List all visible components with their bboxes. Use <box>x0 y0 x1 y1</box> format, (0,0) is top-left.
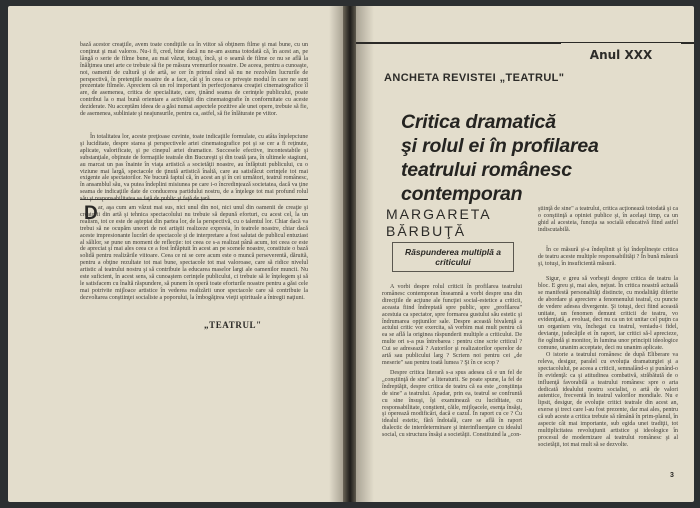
author-line-1: MARGARETA <box>386 206 492 222</box>
column-right-paragraph-3: Sigur, e greu să vorbeşti despre critica de teatru la bloc. E greu şi, mai ales, nejust. În critica noastră actuală se manifestă personalităţi distincte, cu modalităţi diferite de abordare şi apreciere a fenomenului teatral, cu puncte de vedere adesea divergente. Şi totuşi, deci fiind această unitate, un fenomen demunt criticii de teatru, vo evidenţiată, a evoluat, deci nu ca un tot unitar cel puţin ca un organism viu, închegat cu teatrul, veniadu-i fidel, devianţe, judecăţile ei în raport, iar critici să-l aprecieze, fie oglindă şi monitor, în lumina unor principii ideologice comune, unanim acceptate, deci nu unanim aplicate. <box>538 276 678 352</box>
author-line-2: BĂRBUŢĂ <box>386 223 467 239</box>
subheading-box: Răspunderea multiplă a criticului <box>392 242 514 272</box>
drop-cap: D <box>84 203 98 224</box>
binding-shadow <box>329 6 343 502</box>
title-line-3: teatrului românesc contemporan <box>401 159 572 205</box>
right-page <box>356 6 694 502</box>
signature: „TEATRUL" <box>204 320 262 330</box>
column-right-paragraph-1: ştiinţă de sine" a teatrului, critica acţionează totodată şi ca o conştiinţă a opiniei publice şi, în acelaşi timp, ca un ghid al acesteia, funcţia sa socială educativă fiind astfel indiscutabilă. <box>538 206 678 233</box>
left-page <box>8 6 343 502</box>
title-line-2: şi rolul ei în profilarea <box>401 135 599 157</box>
column-left-paragraph-2: Despre critica literară s-a spus adesea că e un fel de „conştiinţă de sine" a literaturii. Se poate spune, la fel de îndreptăţit, despre critica de teatru că ea este „conştiinţa de sine" a teatrului. Apadar, prin ea, teatrul se confruntă cu sine însuşi, îşi examinează cu luciditate, cu responsabilitate, conştient, căile, mijloacele, esenţa însăşi, şi operează modificări, dacă e cazul. În raport cu ce ? Cu idealul estetic, fără îndoială, care se află în raport dialectic de interdeterminare şi interinfluenţare cu idealul social, cu structura însăşi a societăţii. Constituind la „con- <box>382 370 522 439</box>
intro-paragraph-2: În totalitatea lor, aceste preţioase cuvinte, toate indicaţiile formulate, cu atâta înţelepciune şi luciditate, despre starea şi perspectivele artei cinematografice pot şi se cer a fi reţinute, aplicate, valorificate, şi pe cinepul artei dramatice. Succesele efective, incontestabile şi substanţiale, obţinute de formaţiile teatrale din Bucureşti şi din toată ţara, în ultimele stagiuni, au marcat un pas înainte în viaţa artistică a societăţii noastre, au înfăptuit publicului, cu o viziune mai largă, spectacole de ţinută artistică înaltă, care au satisfăcut cerinţele tot mai exigente ale spectatorilor. Ne bucură faptul că, în acest an şi în cei următori, teatrul românesc, în ansamblul său, va putea îndeplini misiunea pe care i-o încredinţează societatea, dacă va ţine seama de indicaţiile date de conducerea partidului nostru, de a înţelege tot mai profund rolul <box>80 134 308 196</box>
journal-year-label: Anul XXX <box>561 43 681 67</box>
column-left-paragraph-1: A vorbi despre rolul criticii în profilarea teatrului românesc contemporan înseamnă a vorbi despre una din direcţiile de acţiune ale funcţiei social-estetice a criticii, aceasta fiind îndreptată spre public, spre „profilarea" acestuia ca spectator, spre formarea gustului său estetic şi îndrumarea opţiunilor sale. Despre această bivalenţă a actului critic vor exercita, să vorbim mai mult pentru că ea se află la originea răspunderii multiple a criticului. De multe ori s-a pus întrebarea : pentru cine scrie criticul ? Cui se adresează ? Autorilor şi realizatorilor operelor de artă sau publicului larg ? Scriem noi pentru cei „de meserie" sau pentru toată lumea ? Şi în ce scop ? <box>382 284 522 366</box>
title-line-1: Critica dramatică <box>401 111 556 133</box>
section-divider <box>80 199 308 200</box>
main-paragraph: ar, aşa cum am văzut mai sus, nici unul din noi, nici unul din oamenii de creaţie şi creatorii din artă şi tehnica spectacolului nu trebuie să depună eforturi, cu acest cel, la un realism, tot ce este de aşteptat din partea lor, de la perspectivă, cu o talentul lor. Chiar dacă va trebui să ne ocupăm uneori de noi artiştii realizeze expresia, în teatrele noastre, chiar dacă aceste impresionante lucrări de spectacole şi de interpretare a fost salutat de publicul entuziast al sălilor, se pune un moment de reflecţie: tot ceea ce s-a realizat până acum, tot ceea ce este de apreciat şi mai ales ceea ce a fost înfăptuit în acest an pe scenele noastre, constituie o bază solidă pentru realizările viitoare. Ceea ce ni se cere acum este o muncă perseverentă, dăruită, pentru a obţine rezultate tot mai bune, spectacole tot mai valoroase, care să ridice nivelul artistic al teatrului nostru şi să contribuie la educarea maselor largi ale oamenilor muncii. Nu este suficient, în acest sens, să cunoaştem cerinţele publicului, ci trebuie să le înţelegem şi să le satisfacem cu înaltă răspundere, să punem în operă toate eforturile noastre pentru a găsi cele mai potrivite mijloace artistice în vederea realizării unor spectacole care să contribuie la dezvoltarea conştiinţei socialiste a poporului, la îmbogăţirea vieţii spirituale a întregii naţiuni. <box>80 205 308 301</box>
column-right-paragraph-4: O istorie a teatrului românesc de după Eliberare va releva, desigur, paralel cu evoluţia dramaturgiei şi a spectacolului, pe aceea a criticii, semnalând-o şi punând-o în evidenţă: ca şi atitudinea combativă, străbătută de o influenţă favorabilă a teatrului românesc spre o arta dedicată idealului nostru socialist, o artă de valori autentice, frecventă în teatrul valorilor mondiale. Nu e lipsit, desigur, de evoluţie critici teatrale din acest an, exerse şi treci care l-au fost prezente, dar mai ales, pentru că sub aceste a critica trebuie să rămână în prim-planul, în aspecte cât mai importante, sub egida unei tradiţii, tot multiplicitatea revoluţiunii artistice şi ideologice în procesul de modernizare al teatrului românesc şi al societăţii, tot mai mult să se dezvolte. <box>538 352 678 448</box>
book-gutter <box>343 6 356 502</box>
survey-title: ANCHETA REVISTEI „TEATRUL" <box>384 72 565 84</box>
article-title <box>401 110 694 206</box>
column-right-paragraph-2: În ce măsură şi-a îndeplinit şi îşi îndeplineşte critica de teatru aceste multiple responsabilităţi ? În bună măsură şi, totuşi, în insuficientă măsură. <box>538 247 678 267</box>
binding-shadow <box>356 6 374 502</box>
author-name <box>386 206 492 240</box>
page-number: 3 <box>670 472 674 479</box>
magazine-spread <box>8 6 694 502</box>
intro-paragraph-1: bază acestor creaţiile, avem toate condiţiile ca în viitor să obţinem filme şi mai bune, cu un conţinut şi mai valoros. Nu-i fi, cred, bine dacă nu ne-am asuma totodată că, în acest an, pe lângă o serie de filme bune, au mai văzut, totuşi, încă, şi o seamă de filme ce nu se află la înălţimea unei arte ce trebuie să fie pe măsura vremurilor noastre. De aceea, pentru a cunoaşte, noi, oamenii de cultură şi de artă, se cer în primul rând să nu ne rezolvăm lucrurile de perspectivă, în pretenţiile noastre de a face, cât şi în ceea ce priveşte modul în care ne sunt prezentate filmele. Apreciem că un rol important în perfecţionarea creaţiei cinematografice îl are, de asemenea, critica de specialitate, care, ţinând seama de cerinţele publicului, poate contribui la o mai bună orientare a activităţii din cinematografie în conformitate cu aceste deziderate. Nu acceptăm ideea de a găsi numai aspectele pozitive ale unei opere, trebuie să fie, de asemenea, subliniate şi neajunsurile, pentru ca, astfel, să fie înlăturate pe viitor. <box>80 42 308 118</box>
